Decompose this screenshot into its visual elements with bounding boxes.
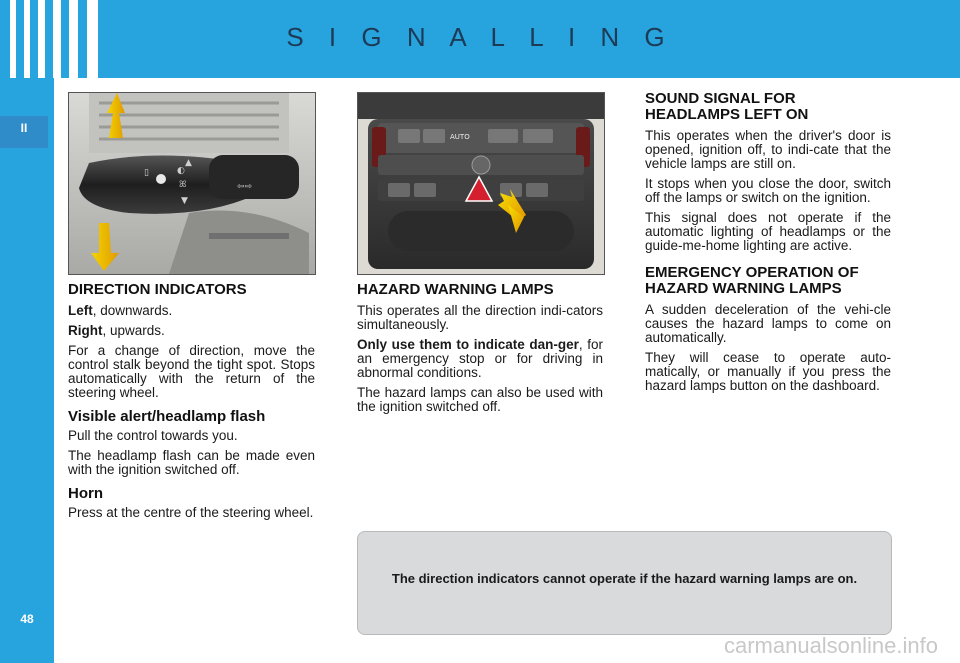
hazard-p1: This operates all the direction indi-cators simultaneously. xyxy=(357,303,603,332)
column-sound-signal xyxy=(645,91,891,399)
hazard-p3: The hazard lamps can also be used with the ignition switched off. xyxy=(357,385,603,414)
sound-signal-p1: This operates when the driver's door is opened, ignition off, to indi-cate that the vehicle lamps are still on. xyxy=(645,128,891,171)
page-number: 48 xyxy=(20,612,34,626)
right-instruction xyxy=(68,324,315,338)
svg-text:▯: ▯ xyxy=(144,168,149,178)
hazard-p2-bold: Only use them to indicate dan-ger xyxy=(357,337,579,352)
left-instruction xyxy=(68,304,315,318)
right-text: , upwards. xyxy=(102,323,165,338)
direction-indicators-heading: DIRECTION INDICATORS xyxy=(68,281,247,298)
column-direction-indicators xyxy=(68,282,315,526)
headlamp-flash-p1: Pull the control towards you. xyxy=(68,428,238,443)
dashboard-hazard-image xyxy=(357,92,605,275)
left-label: Left xyxy=(68,303,93,318)
left-sidebar xyxy=(0,78,54,663)
chapter-label: II xyxy=(20,121,28,135)
hazard-p2-rest: , for an emergency stop or for driving in abnormal conditions. xyxy=(357,337,603,380)
emergency-operation-heading: EMERGENCY OPERATION OF HAZARD WARNING LAMPS xyxy=(645,264,859,297)
headlamp-flash-p2: The headlamp flash can be made even with the ignition switched off. xyxy=(68,448,315,477)
horn-paragraph: Press at the centre of the steering wheel. xyxy=(68,505,314,520)
direction-change-paragraph: For a change of direction, move the control stalk beyond the tight spot. Stops automatically with the return of the steering wheel. xyxy=(68,343,315,400)
dashboard-illustration xyxy=(358,93,604,274)
page-title: S I G N A L L I N G xyxy=(286,22,674,52)
watermark: carmanualsonline.info xyxy=(723,633,938,658)
auto-label: AUTO xyxy=(450,133,470,141)
page-header xyxy=(0,0,960,78)
right-label: Right xyxy=(68,323,103,338)
warning-note-box xyxy=(357,531,892,635)
svg-text:ꕤ: ꕤ xyxy=(179,180,187,190)
left-text: , downwards. xyxy=(92,303,173,318)
stalk-illustration xyxy=(69,93,315,274)
indicator-stalk-image xyxy=(68,92,316,275)
horn-heading: Horn xyxy=(68,485,103,502)
column-hazard-warning xyxy=(357,282,603,420)
emergency-p2: They will cease to operate auto-matically, or manually if you press the hazard lamps button on the dashboard. xyxy=(645,350,891,393)
emergency-p1: A sudden deceleration of the vehi-cle causes the hazard lamps to come on automatically. xyxy=(645,302,891,345)
sound-signal-p2: It stops when you close the door, switch off the lamps or switch on the ignition. xyxy=(645,176,891,205)
svg-text:◐: ◐ xyxy=(177,166,185,176)
hazard-warning-heading: HAZARD WARNING LAMPS xyxy=(357,281,554,298)
hazard-p2 xyxy=(357,338,603,380)
warning-note-text: The direction indicators cannot operate if the hazard warning lamps are on. xyxy=(391,571,858,586)
headlamp-flash-heading: Visible alert/headlamp flash xyxy=(68,408,266,425)
svg-text:▲: ▲ xyxy=(185,158,192,168)
svg-text:▼: ▼ xyxy=(181,196,188,206)
sound-signal-heading: SOUND SIGNAL FOR HEADLAMPS LEFT ON xyxy=(645,90,809,123)
svg-text:⇦⇨: ⇦⇨ xyxy=(237,182,253,192)
sound-signal-p3: This signal does not operate if the automatic lighting of headlamps or the guide-me-home lighting are active. xyxy=(645,210,891,253)
